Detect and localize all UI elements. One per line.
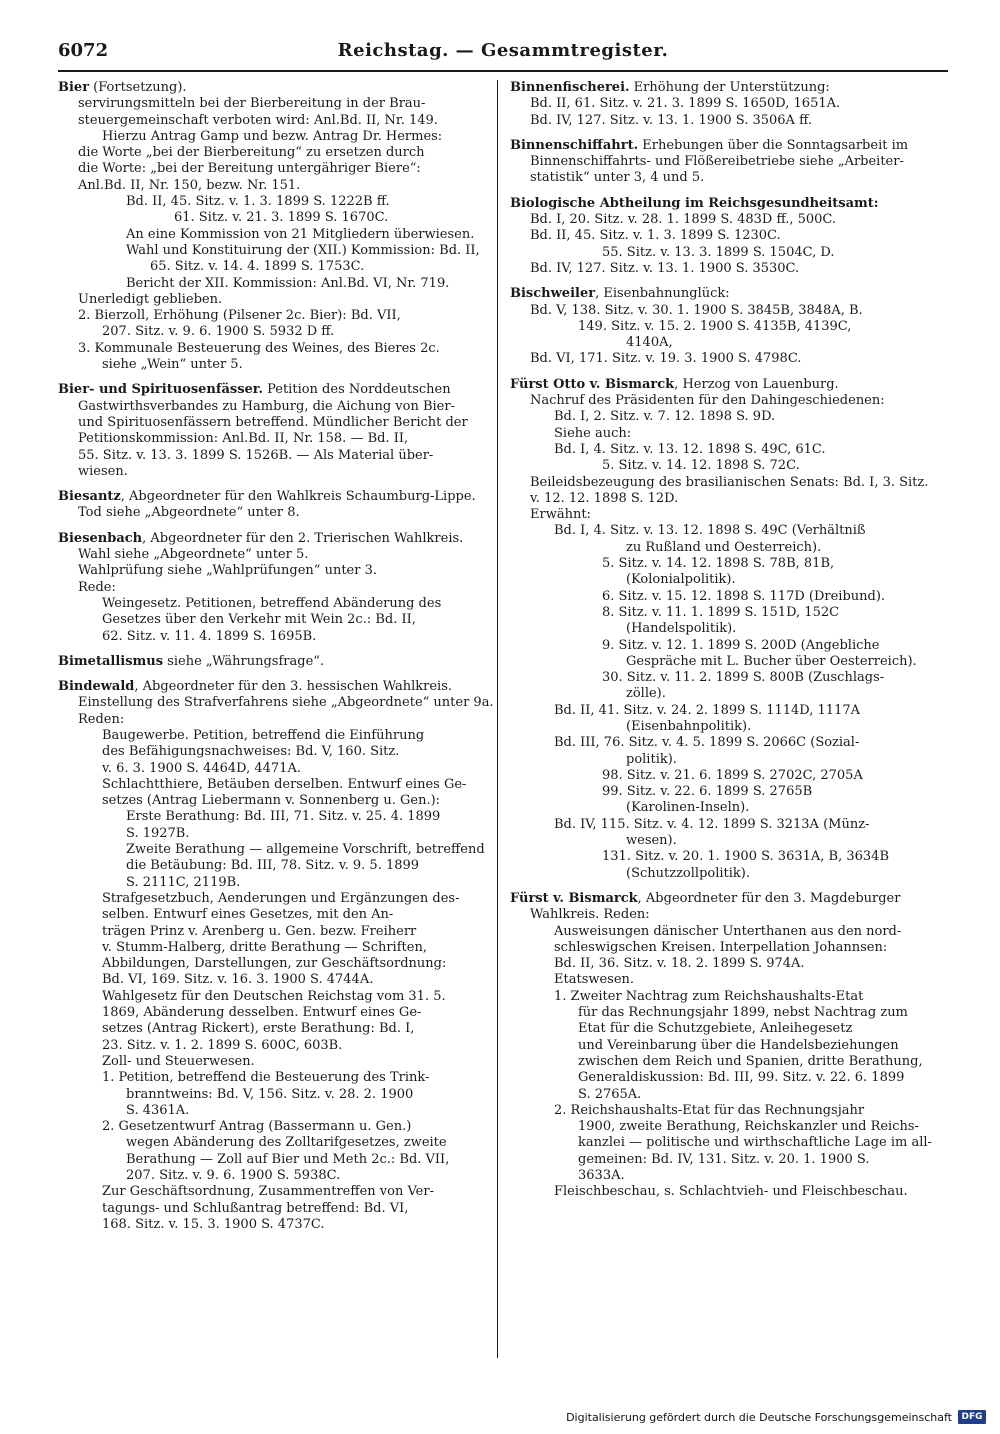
entry-line: S. 2111C, 2119B.: [126, 874, 241, 890]
index-entry: [58, 679, 496, 1233]
entry-line: 8. Sitz. v. 11. 1. 1899 S. 151D, 152C: [602, 604, 840, 620]
entry-line: 3633A.: [578, 1168, 625, 1183]
entry-line: Bindewald, Abgeordneter für den 3. hessischen Wahlkreis.: [58, 679, 453, 695]
entry-line: 168. Sitz. v. 15. 3. 1900 S. 4737C.: [102, 1216, 325, 1232]
entry-line: 62. Sitz. v. 11. 4. 1899 S. 1695B.: [102, 628, 317, 644]
index-entry: [58, 80, 496, 373]
entry-line: Biesantz, Abgeordneter für den Wahlkreis Schaumburg-Lippe.: [58, 489, 476, 505]
entry-line: Zoll- und Steuerwesen.: [102, 1053, 255, 1069]
entry-line: 1869, Abänderung desselben. Entwurf eines Ge-: [102, 1005, 422, 1021]
entry-line: Fürst Otto v. Bismarck, Herzog von Lauenburg.: [510, 376, 839, 392]
entry-line: Binnenschiffahrt. Erhebungen über die Sonntagsarbeit im: [510, 137, 909, 153]
page-header: [58, 36, 948, 72]
entry-line: v. 12. 12. 1898 S. 12D.: [530, 490, 679, 506]
entry-line: des Befähigungsnachweises: Bd. V, 160. Sitz.: [102, 744, 400, 760]
entry-line: Bier (Fortsetzung).: [58, 80, 187, 95]
entry-line: (Schutzzollpolitik).: [626, 865, 750, 881]
entry-line: setzes (Antrag Rickert), erste Berathung: Bd. I,: [102, 1021, 415, 1037]
entry-line: Bd. I, 4. Sitz. v. 13. 12. 1898 S. 49C, 61C.: [554, 441, 826, 457]
index-entry: [58, 489, 496, 522]
entry-line: siehe „Wein“ unter 5.: [102, 357, 243, 373]
entry-line: (Eisenbahnpolitik).: [626, 718, 752, 734]
entry-line: 3. Kommunale Besteuerung des Weines, des Bieres 2c.: [78, 340, 440, 356]
entry-line: Weingesetz. Petitionen, betreffend Abänderung des: [102, 595, 442, 611]
entry-line: 5. Sitz. v. 14. 12. 1898 S. 78B, 81B,: [602, 556, 835, 572]
entry-line: Hierzu Antrag Gamp und bezw. Antrag Dr. Hermes:: [102, 128, 443, 144]
entry-line: Siehe auch:: [554, 425, 632, 441]
entry-line: Baugewerbe. Petition, betreffend die Einführung: [102, 727, 425, 743]
footer: [566, 1410, 986, 1424]
entry-line: die Worte: „bei der Bereitung untergähriger Biere“:: [78, 161, 421, 177]
entry-line: Gespräche mit L. Bucher über Oesterreich).: [626, 653, 917, 669]
entry-line: wiesen.: [78, 463, 128, 479]
entry-line: 99. Sitz. v. 22. 6. 1899 S. 2765B: [602, 784, 813, 800]
entry-line: 4140A,: [626, 335, 673, 351]
entry-line: Schlachtthiere, Betäuben derselben. Entwurf eines Ge-: [102, 776, 467, 792]
entry-line: 149. Sitz. v. 15. 2. 1900 S. 4135B, 4139C,: [578, 318, 852, 334]
entry-line: Anl.Bd. II, Nr. 150, bezw. Nr. 151.: [78, 177, 301, 193]
entry-line: Wahlprüfung siehe „Wahlprüfungen“ unter 3.: [78, 563, 377, 579]
entry-line: 9. Sitz. v. 12. 1. 1899 S. 200D (Angebliche: [602, 637, 880, 653]
entry-line: und Spirituosenfässern betreffend. Mündlicher Bericht der: [78, 414, 468, 430]
entry-line: kanzlei — politische und wirthschaftliche Lage im all-: [578, 1135, 932, 1151]
entry-line: Binnenschiffahrts- und Flößereibetriebe siehe „Arbeiter-: [530, 154, 904, 170]
index-entry: [510, 891, 948, 1201]
entry-line: Bd. IV, 127. Sitz. v. 13. 1. 1900 S. 3530C.: [530, 260, 800, 276]
entry-line: Bischweiler, Eisenbahnunglück:: [510, 286, 730, 302]
entry-line: schleswigschen Kreisen. Interpellation Johannsen:: [554, 939, 888, 955]
entry-line: Wahl und Konstituirung der (XII.) Kommission: Bd. II,: [126, 242, 480, 258]
entry-line: selben. Entwurf eines Gesetzes, mit den An-: [102, 907, 394, 923]
entry-line: tagungs- und Schlußantrag betreffend: Bd. VI,: [102, 1200, 409, 1216]
entry-line: Reden:: [78, 711, 125, 727]
dfg-logo-icon: DFG: [958, 1410, 986, 1424]
entry-line: und Vereinbarung über die Handelsbeziehungen: [578, 1037, 899, 1053]
entry-line: steuergemeinschaft verboten wird: Anl.Bd. II, Nr. 149.: [78, 112, 438, 128]
entry-line: 55. Sitz. v. 13. 3. 1899 S. 1526B. — Als Material über-: [78, 447, 434, 463]
entry-line: Erwähnt:: [530, 507, 591, 523]
entry-line: politik).: [626, 751, 677, 767]
entry-line: 5. Sitz. v. 14. 12. 1898 S. 72C.: [602, 458, 800, 474]
entry-line: 61. Sitz. v. 21. 3. 1899 S. 1670C.: [174, 210, 389, 226]
entry-line: Petitionskommission: Anl.Bd. II, Nr. 158. — Bd. II,: [78, 431, 409, 447]
entry-line: Wahlkreis. Reden:: [530, 907, 650, 923]
entry-line: Bimetallismus siehe „Währungsfrage“.: [58, 653, 325, 669]
entry-line: servirungsmitteln bei der Bierbereitung in der Brau-: [78, 96, 426, 112]
entry-line: zu Rußland und Oesterreich).: [626, 539, 822, 555]
entry-line: Biesenbach, Abgeordneter für den 2. Trierischen Wahlkreis.: [58, 530, 464, 546]
entry-line: 2. Reichshaushalts-Etat für das Rechnungsjahr: [554, 1102, 865, 1118]
entry-line: 131. Sitz. v. 20. 1. 1900 S. 3631A, B, 3634B: [602, 849, 890, 865]
entry-line: Nachruf des Präsidenten für den Dahingeschiedenen:: [530, 393, 885, 409]
entry-line: v. 6. 3. 1900 S. 4464D, 4471A.: [102, 760, 301, 776]
entry-line: 55. Sitz. v. 13. 3. 1899 S. 1504C, D.: [602, 244, 835, 260]
entry-line: 65. Sitz. v. 14. 4. 1899 S. 1753C.: [150, 259, 365, 275]
entry-line: Bd. II, 41. Sitz. v. 24. 2. 1899 S. 1114D, 1117A: [554, 702, 860, 718]
entry-line: Zweite Berathung — allgemeine Vorschrift, betreffend: [126, 842, 485, 858]
entry-line: branntweins: Bd. V, 156. Sitz. v. 28. 2. 1900: [126, 1086, 414, 1102]
entry-line: Fürst v. Bismarck, Abgeordneter für den 3. Magdeburger: [510, 890, 901, 906]
entry-line: Einstellung des Strafverfahrens siehe „Abgeordnete“ unter 9a.: [78, 695, 494, 711]
entry-line: Bier- und Spirituosenfässer. Petition des Norddeutschen: [58, 382, 451, 398]
entry-line: Bd. II, 61. Sitz. v. 21. 3. 1899 S. 1650D, 1651A.: [530, 96, 841, 112]
entry-line: 1900, zweite Berathung, Reichskanzler und Reichs-: [578, 1119, 919, 1135]
entry-line: 1. Zweiter Nachtrag zum Reichshaushalts-Etat: [554, 988, 864, 1004]
entry-line: Bd. IV, 127. Sitz. v. 13. 1. 1900 S. 3506A ff.: [530, 112, 812, 128]
page-number: 6072: [58, 40, 109, 61]
entry-line: Bd. I, 4. Sitz. v. 13. 12. 1898 S. 49C (Verhältniß: [554, 523, 866, 539]
entry-line: gemeinen: Bd. IV, 131. Sitz. v. 20. 1. 1900 S.: [578, 1151, 870, 1167]
entry-line: Unerledigt geblieben.: [78, 291, 223, 307]
entry-line: die Worte „bei der Bierbereitung“ zu ersetzen durch: [78, 145, 425, 161]
entry-line: Biologische Abtheilung im Reichsgesundheitsamt:: [510, 195, 879, 211]
entry-line: Berathung — Zoll auf Bier und Meth 2c.: Bd. VII,: [126, 1151, 450, 1167]
index-entry: [58, 382, 496, 480]
entry-line: Bericht der XII. Kommission: Anl.Bd. VI, Nr. 719.: [126, 275, 450, 291]
entry-line: zölle).: [626, 686, 666, 702]
entry-line: Bd. VI, 171. Sitz. v. 19. 3. 1900 S. 4798C.: [530, 351, 802, 367]
entry-line: wegen Abänderung des Zolltarifgesetzes, zweite: [126, 1135, 447, 1151]
entry-line: 207. Sitz. v. 9. 6. 1900 S. 5938C.: [126, 1168, 341, 1183]
entry-line: 207. Sitz. v. 9. 6. 1900 S. 5932 D ff.: [102, 324, 335, 340]
entry-line: Abbildungen, Darstellungen, zur Geschäftsordnung:: [102, 956, 447, 972]
index-entry: [510, 138, 948, 187]
entry-line: Fleischbeschau, s. Schlachtvieh- und Fleischbeschau.: [554, 1184, 908, 1200]
entry-line: Etat für die Schutzgebiete, Anleihegesetz: [578, 1021, 853, 1037]
entry-line: 98. Sitz. v. 21. 6. 1899 S. 2702C, 2705A: [602, 767, 863, 783]
entry-line: die Betäubung: Bd. III, 78. Sitz. v. 9. 5. 1899: [126, 858, 420, 874]
entry-line: 30. Sitz. v. 11. 2. 1899 S. 800B (Zuschlags-: [602, 670, 885, 686]
footer-credit: Digitalisierung gefördert durch die Deutsche Forschungsgemeinschaft: [566, 1410, 952, 1424]
entry-line: (Kolonialpolitik).: [626, 572, 736, 588]
left-column: [58, 80, 496, 1242]
entry-line: Tod siehe „Abgeordnete“ unter 8.: [78, 505, 300, 521]
index-entry: [510, 377, 948, 882]
index-entry: [58, 654, 496, 670]
entry-line: Generaldiskussion: Bd. III, 99. Sitz. v. 22. 6. 1899: [578, 1070, 905, 1086]
entry-line: Etatswesen.: [554, 972, 635, 988]
entry-line: Gastwirthsverbandes zu Hamburg, die Aichung von Bier-: [78, 398, 455, 414]
entry-line: An eine Kommission von 21 Mitgliedern überwiesen.: [126, 226, 475, 242]
entry-line: v. Stumm-Halberg, dritte Berathung — Schriften,: [102, 939, 427, 955]
entry-line: Zur Geschäftsordnung, Zusammentreffen von Ver-: [102, 1184, 434, 1200]
entry-line: Wahl siehe „Abgeordnete“ unter 5.: [78, 547, 309, 563]
entry-line: Bd. IV, 115. Sitz. v. 4. 12. 1899 S. 3213A (Münz-: [554, 816, 870, 832]
entry-line: Bd. V, 138. Sitz. v. 30. 1. 1900 S. 3845B, 3848A, B.: [530, 302, 863, 318]
entry-line: setzes (Antrag Liebermann v. Sonnenberg u. Gen.):: [102, 793, 441, 809]
right-column: [510, 80, 948, 1210]
column-divider: [497, 80, 498, 1358]
entry-line: S. 1927B.: [126, 825, 190, 841]
entry-line: Strafgesetzbuch, Aenderungen und Ergänzungen des-: [102, 890, 460, 906]
entry-line: trägen Prinz v. Arenberg u. Gen. bezw. Freiherr: [102, 923, 417, 939]
entry-line: Wahlgesetz für den Deutschen Reichstag vom 31. 5.: [102, 988, 446, 1004]
index-entry: [510, 286, 948, 367]
entry-line: 1. Petition, betreffend die Besteuerung des Trink-: [102, 1070, 430, 1086]
entry-line: (Handelspolitik).: [626, 621, 737, 637]
entry-line: Bd. II, 45. Sitz. v. 1. 3. 1899 S. 1222B ff.: [126, 194, 390, 210]
entry-line: Binnenfischerei. Erhöhung der Unterstützung:: [510, 80, 830, 95]
entry-line: Bd. I, 2. Sitz. v. 7. 12. 1898 S. 9D.: [554, 409, 776, 425]
entry-line: Bd. I, 20. Sitz. v. 28. 1. 1899 S. 483D ff., 500C.: [530, 212, 837, 228]
entry-line: statistik“ unter 3, 4 und 5.: [530, 170, 705, 186]
entry-line: für das Rechnungsjahr 1899, nebst Nachtrag zum: [578, 1005, 908, 1021]
entry-line: 2. Bierzoll, Erhöhung (Pilsener 2c. Bier): Bd. VII,: [78, 308, 401, 324]
running-title: Reichstag. — Gesammtregister.: [337, 40, 669, 61]
entry-line: Bd. II, 36. Sitz. v. 18. 2. 1899 S. 974A.: [554, 956, 805, 972]
entry-line: (Karolinen-Inseln).: [626, 800, 750, 816]
entry-line: S. 2765A.: [578, 1086, 642, 1102]
entry-line: Ausweisungen dänischer Unterthanen aus den nord-: [554, 923, 902, 939]
entry-line: Erste Berathung: Bd. III, 71. Sitz. v. 25. 4. 1899: [126, 809, 441, 825]
entry-line: Bd. II, 45. Sitz. v. 1. 3. 1899 S. 1230C.: [530, 228, 781, 244]
entry-line: Rede:: [78, 579, 116, 595]
entry-line: Bd. VI, 169. Sitz. v. 16. 3. 1900 S. 4744A.: [102, 972, 374, 988]
entry-line: S. 4361A.: [126, 1102, 190, 1118]
index-entry: [510, 80, 948, 129]
entry-line: wesen).: [626, 833, 677, 849]
index-entry: [510, 196, 948, 277]
entry-line: Bd. III, 76. Sitz. v. 4. 5. 1899 S. 2066C (Sozial-: [554, 735, 860, 751]
entry-line: Gesetzes über den Verkehr mit Wein 2c.: Bd. II,: [102, 612, 416, 628]
index-entry: [58, 531, 496, 645]
entry-line: Beileidsbezeugung des brasilianischen Senats: Bd. I, 3. Sitz.: [530, 474, 929, 490]
entry-line: 2. Gesetzentwurf Antrag (Bassermann u. Gen.): [102, 1119, 412, 1135]
entry-line: 23. Sitz. v. 1. 2. 1899 S. 600C, 603B.: [102, 1037, 343, 1053]
entry-line: zwischen dem Reich und Spanien, dritte Berathung,: [578, 1053, 923, 1069]
entry-line: 6. Sitz. v. 15. 12. 1898 S. 117D (Dreibund).: [602, 588, 886, 604]
